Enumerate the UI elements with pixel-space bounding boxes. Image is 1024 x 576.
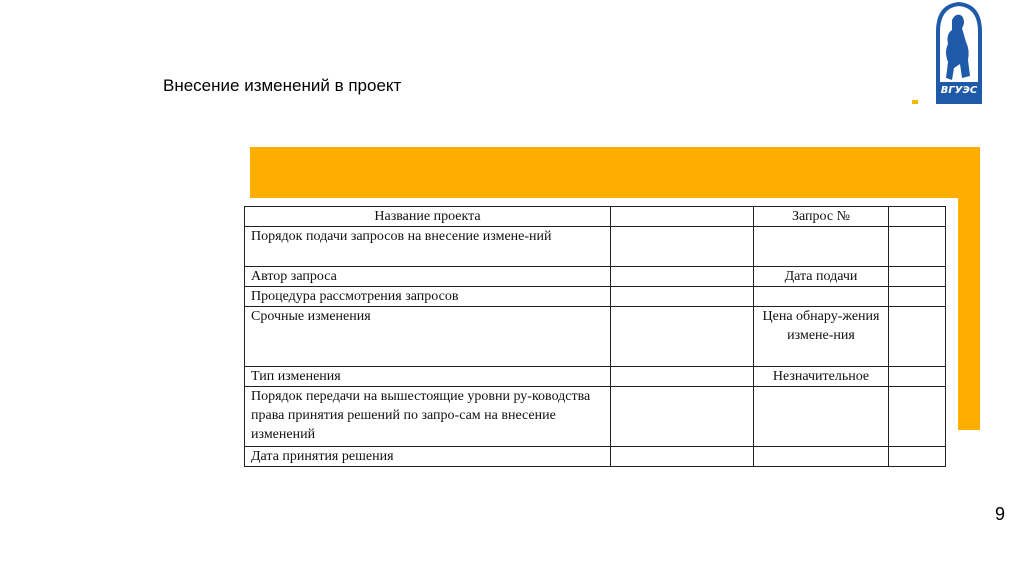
table-cell	[889, 447, 946, 467]
table-cell	[611, 267, 754, 287]
table-cell: Срочные изменения	[245, 307, 611, 367]
table-cell	[611, 387, 754, 447]
table-cell: Запрос №	[754, 207, 889, 227]
table-cell: Порядок подачи запросов на внесение измене-ний	[245, 227, 611, 267]
table-cell: Дата принятия решения	[245, 447, 611, 467]
table-cell	[889, 207, 946, 227]
table-cell	[754, 287, 889, 307]
table-row	[245, 207, 946, 227]
table-cell	[611, 367, 754, 387]
table-cell	[611, 287, 754, 307]
table-cell	[611, 207, 754, 227]
table-cell	[754, 227, 889, 267]
logo-text: ВГУЭС	[940, 85, 978, 96]
table-cell	[754, 387, 889, 447]
table-cell: Автор запроса	[245, 267, 611, 287]
table-cell	[611, 227, 754, 267]
table-row	[245, 367, 946, 387]
table-cell	[889, 287, 946, 307]
logo-accent-mark	[912, 100, 918, 104]
table-cell	[611, 307, 754, 367]
table-cell	[611, 447, 754, 467]
table-cell	[889, 227, 946, 267]
table-cell: Порядок передачи на вышестоящие уровни ру-ководства права принятия решений по запро-сам на внесение изменений	[245, 387, 611, 447]
table-row	[245, 287, 946, 307]
table-cell: Незначительное	[754, 367, 889, 387]
table-cell: Название проекта	[245, 207, 611, 227]
table-card	[232, 198, 958, 478]
table-cell	[889, 307, 946, 367]
table-row	[245, 227, 946, 267]
table-cell	[889, 387, 946, 447]
table-row	[245, 447, 946, 467]
table-cell	[889, 367, 946, 387]
table-row	[245, 267, 946, 287]
table-cell: Дата подачи	[754, 267, 889, 287]
table-cell: Процедура рассмотрения запросов	[245, 287, 611, 307]
change-request-table	[244, 206, 946, 467]
table-row	[245, 387, 946, 447]
table-row	[245, 307, 946, 367]
table-cell: Тип изменения	[245, 367, 611, 387]
table-cell: Цена обнару-жения измене-ния	[754, 307, 889, 367]
slide-title: Внесение изменений в проект	[163, 76, 402, 95]
university-logo	[932, 2, 986, 104]
page-number: 9	[995, 504, 1006, 524]
table-cell	[754, 447, 889, 467]
table-cell	[889, 267, 946, 287]
